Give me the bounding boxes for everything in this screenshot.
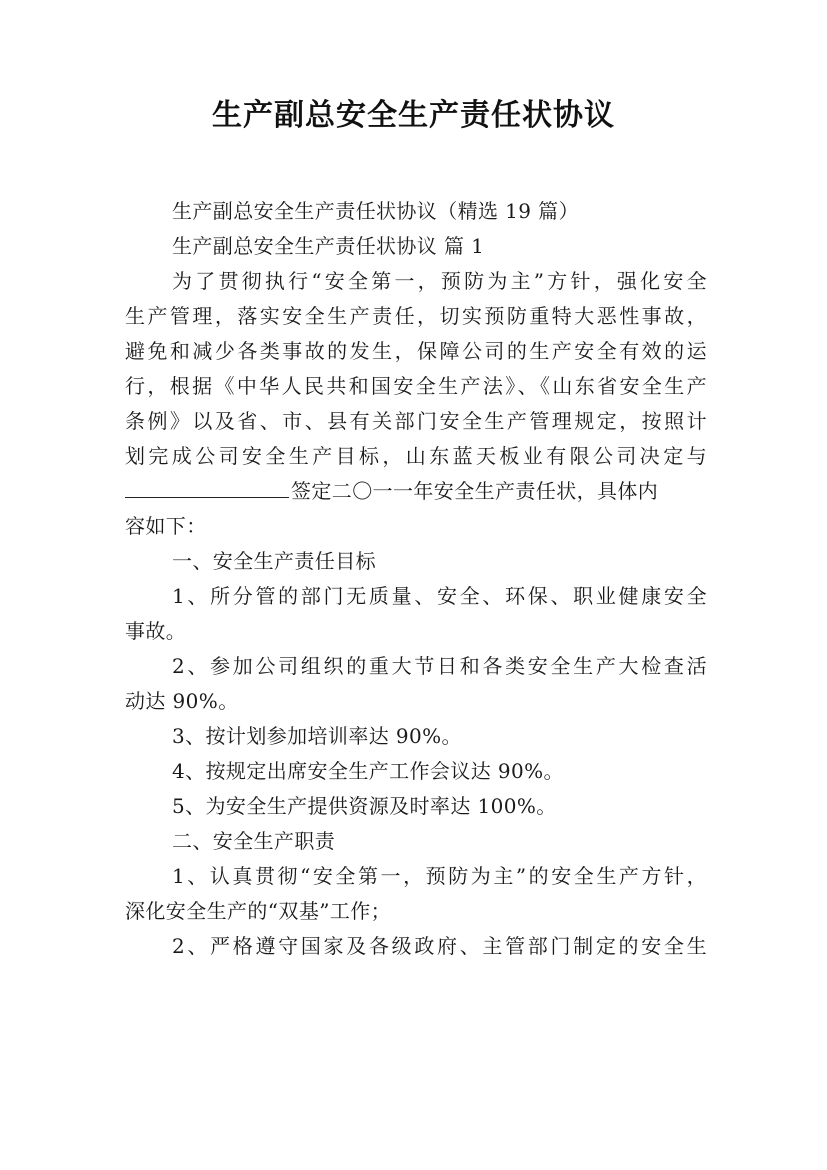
section-heading: 二、安全生产职责 — [172, 829, 336, 853]
paragraph-line: 行，根据《中华人民共和国安全生产法》、《山东省安全生产 — [125, 374, 707, 398]
paragraph-line: 避免和减少各类事故的发生，保障公司的生产安全有效的运 — [125, 339, 707, 363]
paragraph-line: 1、所分管的部门无质量、安全、环保、职业健康安全 — [172, 584, 707, 608]
paragraph-line: 生产副总安全生产责任状协议（精选 19 篇） — [172, 199, 579, 223]
paragraph-line-with-blank — [125, 474, 707, 509]
paragraph-line: 动达 90%。 — [125, 689, 239, 713]
paragraph-line: 3、按计划参加培训率达 90%。 — [172, 724, 462, 748]
document-title: 生产副总安全生产责任状协议 — [212, 98, 615, 133]
paragraph-line: 生产管理，落实安全生产责任，切实预防重特大恶性事故， — [125, 304, 707, 328]
paragraph-line: 事故。 — [125, 619, 187, 643]
paragraph-line: 2、严格遵守国家及各级政府、主管部门制定的安全生 — [172, 934, 707, 958]
paragraph-line: 4、按规定出席安全生产工作会议达 90%。 — [172, 759, 564, 783]
paragraph-line: 5、为安全生产提供资源及时率达 100%。 — [172, 794, 557, 818]
paragraph-line: 条例》以及省、市、县有关部门安全生产管理规定，按照计 — [125, 409, 707, 433]
signature-blank-underline — [125, 477, 289, 498]
document-body — [125, 194, 707, 964]
paragraph-line: 2、参加公司组织的重大节日和各类安全生产大检查活 — [172, 654, 707, 678]
paragraph-line: 生产副总安全生产责任状协议 篇 1 — [172, 234, 485, 258]
paragraph-line: 深化安全生产的“双基”工作； — [125, 899, 392, 923]
section-heading: 一、安全生产责任目标 — [172, 549, 376, 573]
paragraph-line-text: 签定二〇一一年安全生产责任状，具体内 — [291, 479, 659, 503]
paragraph-line: 1、认真贯彻“安全第一，预防为主”的安全生产方针， — [172, 864, 707, 888]
paragraph-line: 容如下： — [125, 514, 207, 538]
paragraph-line: 为了贯彻执行“安全第一，预防为主”方针，强化安全 — [172, 269, 707, 293]
paragraph-line: 划完成公司安全生产目标，山东蓝天板业有限公司决定与 — [125, 444, 707, 468]
